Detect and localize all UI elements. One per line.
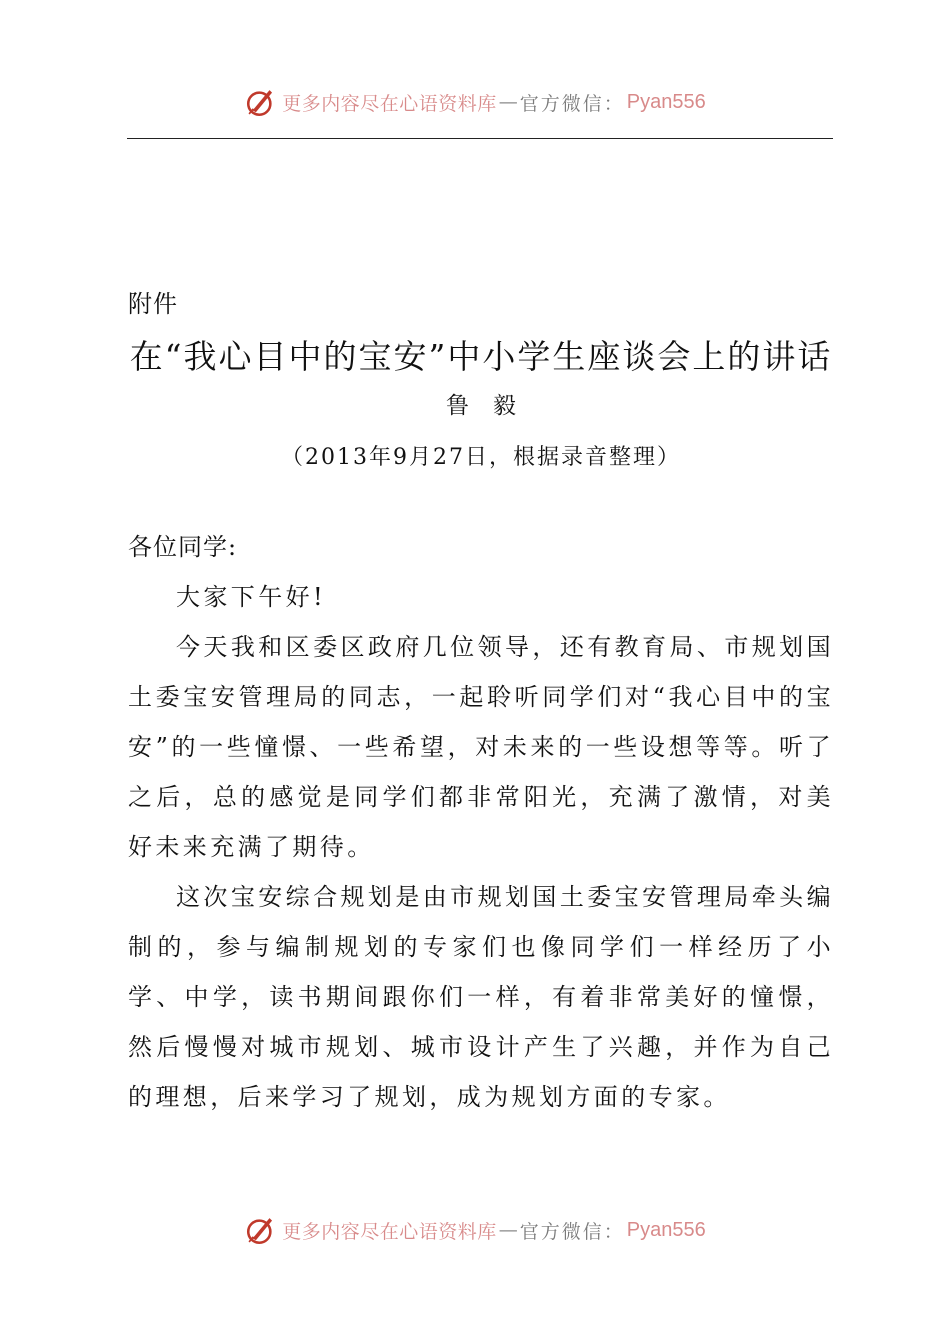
footer-brand-text: 更多内容尽在心语资料库 [282,1220,497,1243]
paragraph: 大家下午好! [176,583,327,611]
quill-logo-icon [244,85,278,119]
header-banner [0,82,950,122]
document-date-note: （2013年9月27日，根据录音整理） [281,445,681,470]
footer-banner [0,1210,950,1250]
document-title: 在“我心目中的宝安”中小学生座谈会上的讲话 [129,337,833,376]
greeting: 各位同学: [128,533,238,561]
header-wechat-id: Pyan556 [626,90,706,113]
paragraph: 今天我和区委区政府几位领导，还有教育局、市规划国土委宝安管理局的同志，一起聆听同学们对“我心目中的宝安”的一些憧憬、一些希望，对未来的一些设想等等。听了之后，总的感觉是同学们都非常阳光，充满了激情，对美好未来充满了期待。 [128,633,834,861]
paragraph: 这次宝安综合规划是由市规划国土委宝安管理局牵头编制的，参与编制规划的专家们也像同学们一样经历了小学、中学，读书期间跟你们一样，有着非常美好的憧憬，然后慢慢对城市规划、城市设计产生了兴趣，并作为自己的理想，后来学习了规划，成为规划方面的专家。 [128,883,834,1111]
quill-logo-icon [244,1213,278,1247]
attachment-label: 附件 [128,290,178,318]
header-wechat-label: 官方微信： [519,92,625,115]
footer-wechat-id: Pyan556 [626,1218,706,1241]
header-dash: — [498,91,518,113]
document-author: 鲁毅 [446,393,540,419]
footer-wechat-label: 官方微信： [519,1220,625,1243]
header-brand-text: 更多内容尽在心语资料库 [282,92,497,115]
footer-dash: — [498,1219,518,1241]
document-body [128,282,834,1122]
header-divider [127,138,833,139]
